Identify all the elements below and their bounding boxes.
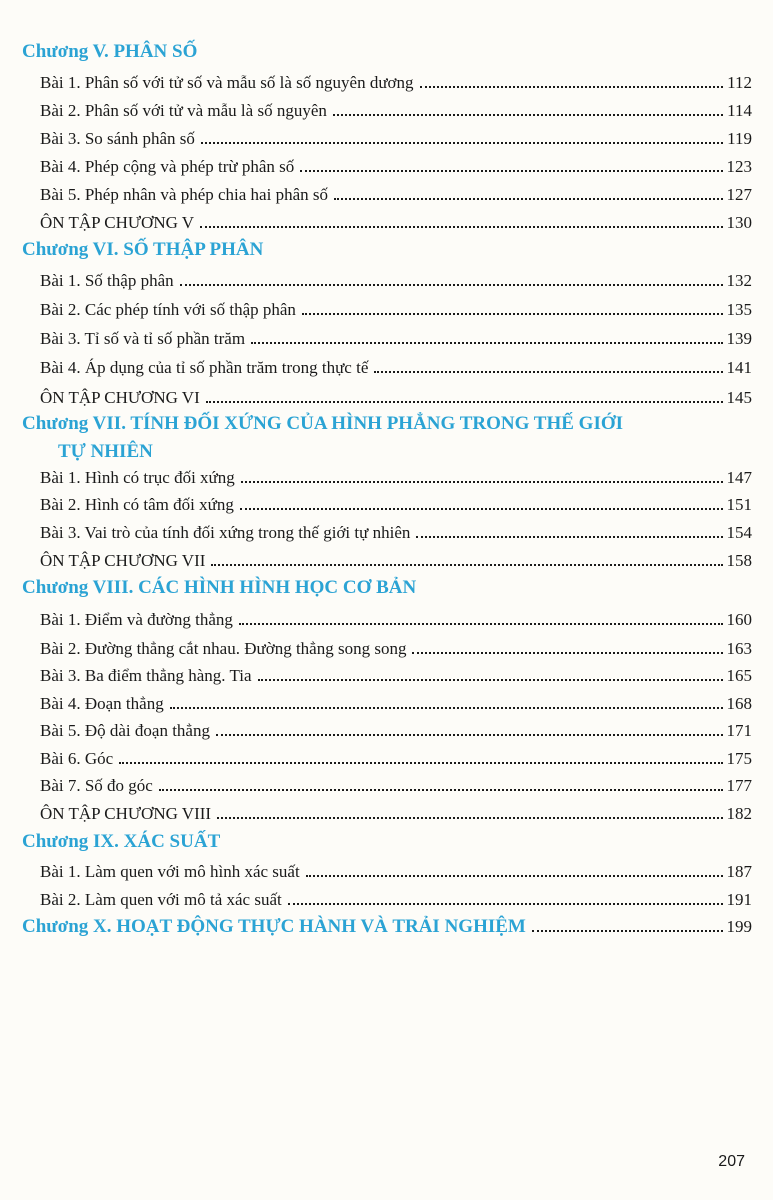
chapter-heading[interactable] [22,913,752,941]
dot-leader [420,86,724,88]
toc-entry[interactable] [40,773,752,799]
entry-title: Bài 4. Phép cộng và phép trừ phân số [40,157,295,176]
dot-leader [241,481,723,483]
dot-leader [240,508,723,510]
entry-page: 112 [727,73,752,92]
entry-page: 163 [726,639,752,658]
entry-title: Bài 3. Ba điểm thẳng hàng. Tia [40,666,252,685]
page-number: 207 [718,1153,745,1170]
entry-page: 130 [726,213,752,232]
entry-page: 119 [727,129,752,148]
chapter-heading [22,410,752,466]
dot-leader [159,789,723,791]
entry-page: 151 [726,495,752,514]
entry-title: Bài 1. Điểm và đường thẳng [40,610,233,629]
entry-title: Bài 1. Phân số với tử số và mẫu số là số nguyên dương [40,73,414,92]
entry-page: 175 [726,749,752,768]
dot-leader [180,284,723,286]
entry-title: Bài 1. Hình có trục đối xứng [40,468,235,487]
toc-entry[interactable] [40,70,752,96]
entry-title: Bài 1. Làm quen với mô hình xác suất [40,862,300,881]
dot-leader [306,875,723,877]
entry-page: 160 [726,610,752,629]
dot-leader [170,707,723,709]
dot-leader [412,652,722,654]
entry-page: 123 [726,157,752,176]
dot-leader [300,170,722,172]
entry-title: Bài 4. Áp dụng của tỉ số phần trăm trong thực tế [40,358,369,377]
entry-title: Bài 2. Phân số với tử và mẫu là số nguyên [40,101,327,120]
toc-entry[interactable] [40,385,752,411]
entry-page: 168 [726,694,752,713]
entry-title: Bài 2. Các phép tính với số thập phân [40,300,296,319]
toc-entry[interactable] [40,859,752,885]
entry-page: 182 [726,804,752,823]
toc-entry[interactable] [40,801,752,827]
entry-page: 114 [727,101,752,120]
toc-entry[interactable] [40,492,752,518]
entry-page: 132 [726,271,752,290]
chapter-heading: Chương VI. SỐ THẬP PHÂN [22,239,264,260]
chapter-heading-line: Chương VII. TÍNH ĐỐI XỨNG CỦA HÌNH PHẲNG TRONG THẾ GIỚI [22,413,624,434]
entry-title: Bài 2. Làm quen với mô tả xác suất [40,890,282,909]
toc-entry[interactable] [40,268,752,294]
toc-entry[interactable] [40,663,752,689]
toc-entry[interactable] [40,691,752,717]
dot-leader [200,226,722,228]
toc-entry[interactable] [40,98,752,124]
entry-title: Bài 2. Đường thẳng cắt nhau. Đường thẳng song song [40,639,407,658]
toc-entry[interactable] [40,718,752,744]
toc-entry[interactable] [40,548,752,574]
entry-title: ÔN TẬP CHƯƠNG V [40,213,195,232]
toc-entry[interactable] [40,154,752,180]
entry-page: 139 [726,329,752,348]
entry-title: Bài 3. Vai trò của tính đối xứng trong thế giới tự nhiên [40,523,411,542]
entry-page: 127 [726,185,752,204]
chapter-heading: Chương V. PHÂN SỐ [22,41,198,62]
chapter-title: Chương X. HOẠT ĐỘNG THỰC HÀNH VÀ TRẢI NGHIỆM [22,916,526,937]
entry-title: Bài 4. Đoạn thẳng [40,694,164,713]
dot-leader [288,903,723,905]
dot-leader [119,762,722,764]
entry-title: Bài 6. Góc [40,749,114,768]
entry-page: 147 [726,468,752,487]
entry-title: ÔN TẬP CHƯƠNG VIII [40,804,212,823]
entry-page: 165 [726,666,752,685]
entry-page: 177 [726,776,752,795]
dot-leader [211,564,722,566]
entry-title: Bài 7. Số đo góc [40,776,153,795]
entry-page: 145 [726,388,752,407]
entry-page: 171 [726,721,752,740]
dot-leader [416,536,722,538]
entry-page: 141 [726,358,752,377]
chapter-heading: Chương VIII. CÁC HÌNH HÌNH HỌC CƠ BẢN [22,577,417,598]
toc-entry[interactable] [40,636,752,662]
toc-entry[interactable] [40,210,752,236]
dot-leader [239,623,723,625]
dot-leader [374,371,722,373]
entry-title: Bài 3. Tỉ số và tỉ số phần trăm [40,329,246,348]
dot-leader [216,734,723,736]
toc-entry[interactable] [40,607,752,633]
dot-leader [333,114,723,116]
entry-title: Bài 3. So sánh phân số [40,129,195,148]
toc-entry[interactable] [40,326,752,352]
toc-entry[interactable] [40,465,752,491]
dot-leader [532,930,723,932]
entry-page: 135 [726,300,752,319]
dot-leader [334,198,723,200]
entry-title: Bài 5. Phép nhân và phép chia hai phân số [40,185,328,204]
dot-leader [258,679,723,681]
toc-entry[interactable] [40,887,752,913]
chapter-heading-continuation: TỰ NHIÊN [58,441,153,462]
toc-entry[interactable] [40,126,752,152]
entry-title: Bài 1. Số thập phân [40,271,174,290]
entry-page: 154 [726,523,752,542]
entry-page: 158 [726,551,752,570]
entry-page: 199 [726,917,752,936]
dot-leader [201,142,723,144]
dot-leader [217,817,722,819]
dot-leader [302,313,723,315]
entry-title: ÔN TẬP CHƯƠNG VI [40,388,200,407]
entry-page: 187 [726,862,752,881]
toc-entry[interactable] [40,746,752,772]
chapter-heading: Chương IX. XÁC SUẤT [22,831,221,852]
dot-leader [206,401,723,403]
entry-title: Bài 2. Hình có tâm đối xứng [40,495,234,514]
toc-entry[interactable] [40,297,752,323]
toc-entry[interactable] [40,355,752,381]
dot-leader [251,342,722,344]
entry-title: ÔN TẬP CHƯƠNG VII [40,551,206,570]
toc-entry[interactable] [40,520,752,546]
entry-title: Bài 5. Độ dài đoạn thẳng [40,721,210,740]
toc-entry[interactable] [40,182,752,208]
entry-page: 191 [726,890,752,909]
